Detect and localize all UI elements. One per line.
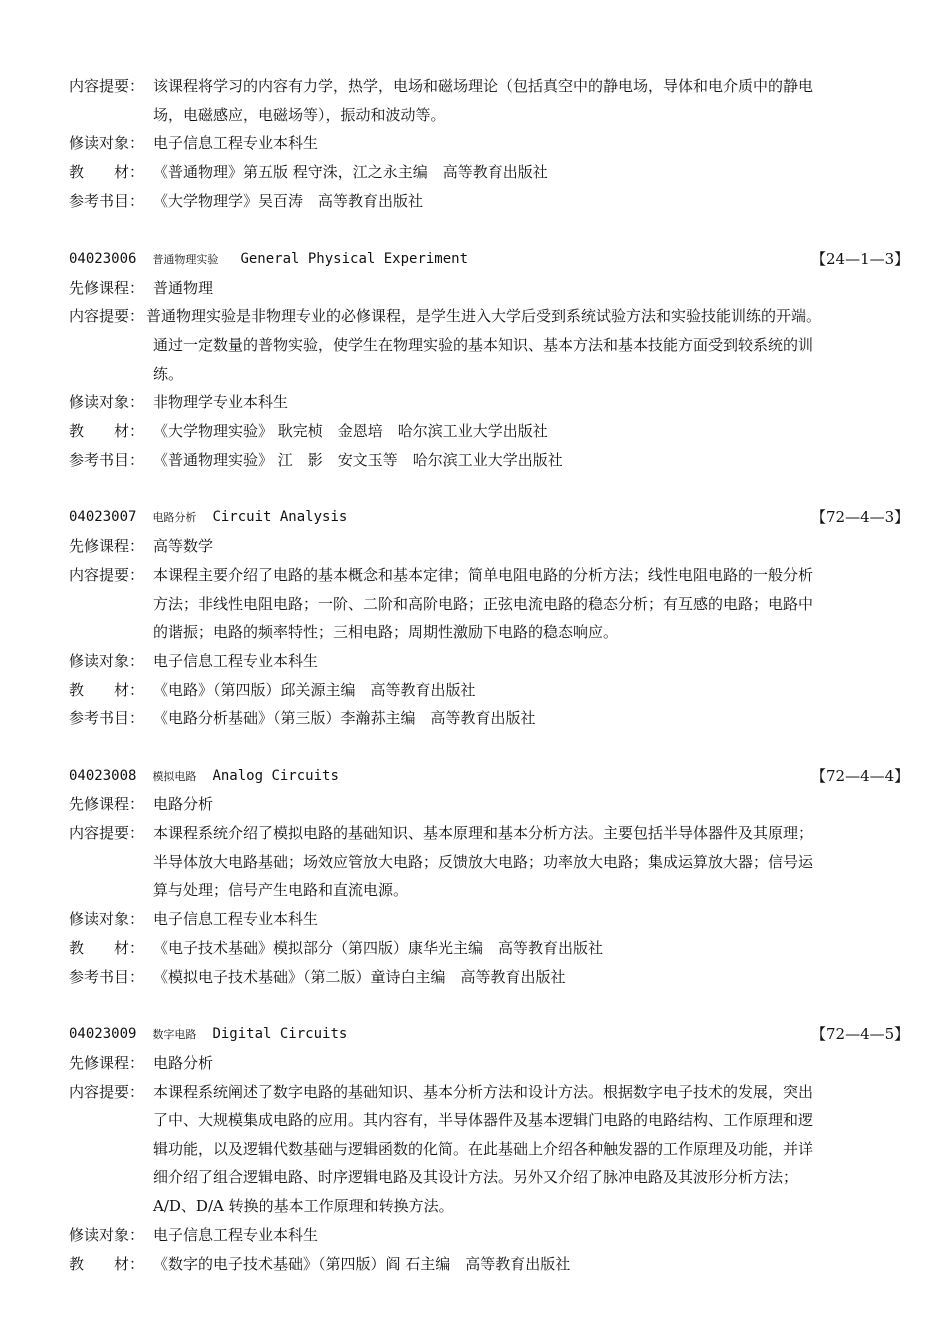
content-text: 本课程主要介绍了电路的基本概念和基本定律；简单电阻电路的分析方法；线性电阻电路的一般分析 [153,566,814,584]
content-line-2 [153,590,889,619]
target-line [69,905,889,934]
reference-text: 《模拟电子技术基础》（第二版）童诗白主编 高等教育出版社 [153,968,566,986]
content-line-1 [69,302,889,331]
prereq-label: 先修课程： [69,537,145,555]
prereq-label: 先修课程： [69,1054,145,1072]
textbook-text: 《电路》（第四版）邱关源主编 高等教育出版社 [153,681,476,699]
content-text: 的谐振；电路的频率特性；三相电路；周期性激励下电路的稳态响应。 [153,623,619,641]
target-label: 修读对象： [69,652,145,670]
content-text: 普通物理实验是非物理专业的必修课程，是学生进入大学后受到系统试验方法和实验技能训练的开端。 [146,307,822,325]
content-line-3 [153,618,889,647]
course-name-zh: 电路分析 [152,511,197,524]
prereq-line [69,532,889,561]
reference-text: 《普通物理实验》 江 影 安文玉等 哈尔滨工业大学出版社 [153,451,563,469]
prereq-text: 普通物理 [153,279,214,297]
content-text: A/D、D/A 转换的基本工作原理和转换方法。 [153,1197,454,1215]
textbook-text: 《数字的电子技术基础》（第四版）阎 石主编 高等教育出版社 [153,1255,571,1273]
content-text: 了中、大规模集成电路的应用。其内容有，半导体器件及基本逻辑门电路的电路结构、工作原理和逻 [153,1111,814,1129]
content-text: 练。 [153,365,184,383]
textbook-label: 教 材： [69,163,145,181]
content-label: 内容提要： [69,307,145,325]
prereq-line [69,1049,889,1078]
top-content-line-1 [69,72,889,101]
content-text: 场，电磁感应，电磁场等），振动和波动等。 [153,106,446,124]
target-text: 非物理学专业本科生 [153,393,289,411]
course-credits: 【72—4—3】 [811,508,910,526]
textbook-text: 《普通物理》第五版 程守洙，江之永主编 高等教育出版社 [153,163,548,181]
textbook-line [69,934,889,963]
content-line-3 [153,1135,889,1164]
reference-line [69,446,889,475]
textbook-text: 《大学物理实验》 耿完桢 金恩培 哈尔滨工业大学出版社 [153,422,548,440]
content-line-2 [153,331,889,360]
prereq-line [69,274,889,303]
top-textbook-line [69,158,889,187]
content-line-1 [69,1078,889,1107]
course-code: 04023009 [69,1026,137,1042]
course-name-en: General Physical Experiment [240,251,469,267]
reference-line [69,963,889,992]
prereq-label: 先修课程： [69,795,145,813]
target-text: 电子信息工程专业本科生 [153,1226,319,1244]
content-line-1 [69,561,889,590]
target-line [69,1221,889,1250]
textbook-label: 教 材： [69,1255,145,1273]
content-text: 方法；非线性电阻电路；一阶、二阶和高阶电路；正弦电流电路的稳态分析；有互感的电路；电路中 [153,595,814,613]
course-name-en: Digital Circuits [212,1026,348,1042]
course-header [69,503,910,532]
course-code: 04023007 [69,509,137,525]
course-credits: 【72—4—5】 [811,1025,910,1043]
course-code: 04023006 [69,251,137,267]
course-header [69,762,910,791]
prereq-text: 电路分析 [153,795,214,813]
content-line-5 [153,1192,889,1221]
course-name-zh: 模拟电路 [152,770,197,783]
textbook-label: 教 材： [69,681,145,699]
prereq-line [69,790,889,819]
target-line [69,647,889,676]
target-text: 电子信息工程专业本科生 [153,910,319,928]
content-text: 半导体放大电路基础；场效应管放大电路；反馈放大电路；功率放大电路；集成运算放大器；信号运 [153,853,814,871]
course-name-zh: 普通物理实验 [152,253,219,266]
target-label: 修读对象： [69,910,145,928]
content-text: 通过一定数量的普物实验，使学生在物理实验的基本知识、基本方法和基本技能方面受到较系统的训 [153,336,814,354]
course-credits: 【24—1—3】 [811,250,910,268]
course-header [69,1020,910,1049]
content-text: 辑功能，以及逻辑代数基础与逻辑函数的化简。在此基础上介绍各种触发器的工作原理及功能，并详 [153,1140,814,1158]
reference-line [69,704,889,733]
content-text: 本课程系统介绍了模拟电路的基础知识、基本原理和基本分析方法。主要包括半导体器件及其原理； [153,824,814,842]
reference-text: 《大学物理学》吴百涛 高等教育出版社 [153,192,424,210]
content-line-2 [153,848,889,877]
textbook-line [69,1250,889,1279]
target-label: 修读对象： [69,1226,145,1244]
target-label: 修读对象： [69,134,145,152]
course-code: 04023008 [69,768,137,784]
content-label: 内容提要： [69,1083,145,1101]
top-target-line [69,129,889,158]
textbook-label: 教 材： [69,422,145,440]
course-name-en: Circuit Analysis [212,509,348,525]
reference-label: 参考书目： [69,192,145,210]
prereq-text: 高等数学 [153,537,214,555]
content-line-4 [153,1163,889,1192]
content-label: 内容提要： [69,824,145,842]
content-text: 本课程系统阐述了数字电路的基础知识、基本分析方法和设计方法。根据数字电子技术的发展，突出 [153,1083,814,1101]
reference-label: 参考书目： [69,451,145,469]
reference-label: 参考书目： [69,709,145,727]
course-name-en: Analog Circuits [212,768,339,784]
textbook-text: 《电子技术基础》模拟部分（第四版）康华光主编 高等教育出版社 [153,939,604,957]
target-text: 电子信息工程专业本科生 [153,652,319,670]
course-credits: 【72—4—4】 [811,767,910,785]
textbook-line [69,676,889,705]
content-line-3 [153,360,889,389]
content-text: 细介绍了组合逻辑电路、时序逻辑电路及其设计方法。另外又介绍了脉冲电路及其波形分析方法； [153,1168,799,1186]
target-text: 电子信息工程专业本科生 [153,134,319,152]
prereq-text: 电路分析 [153,1054,214,1072]
content-line-1 [69,819,889,848]
course-name-zh: 数字电路 [152,1028,197,1041]
content-text: 该课程将学习的内容有力学，热学，电场和磁场理论（包括真空中的静电场，导体和电介质中的静电 [153,77,814,95]
content-label: 内容提要： [69,566,145,584]
target-line [69,388,889,417]
target-label: 修读对象： [69,393,145,411]
content-text: 算与处理；信号产生电路和直流电源。 [153,881,409,899]
content-line-2 [153,1106,889,1135]
top-content-line-2 [153,101,889,130]
content-label: 内容提要： [69,77,145,95]
textbook-label: 教 材： [69,939,145,957]
course-header [69,245,910,274]
textbook-line [69,417,889,446]
top-reference-line [69,187,889,216]
content-line-3 [153,876,889,905]
reference-text: 《电路分析基础》（第三版）李瀚荪主编 高等教育出版社 [153,709,536,727]
reference-label: 参考书目： [69,968,145,986]
prereq-label: 先修课程： [69,279,145,297]
